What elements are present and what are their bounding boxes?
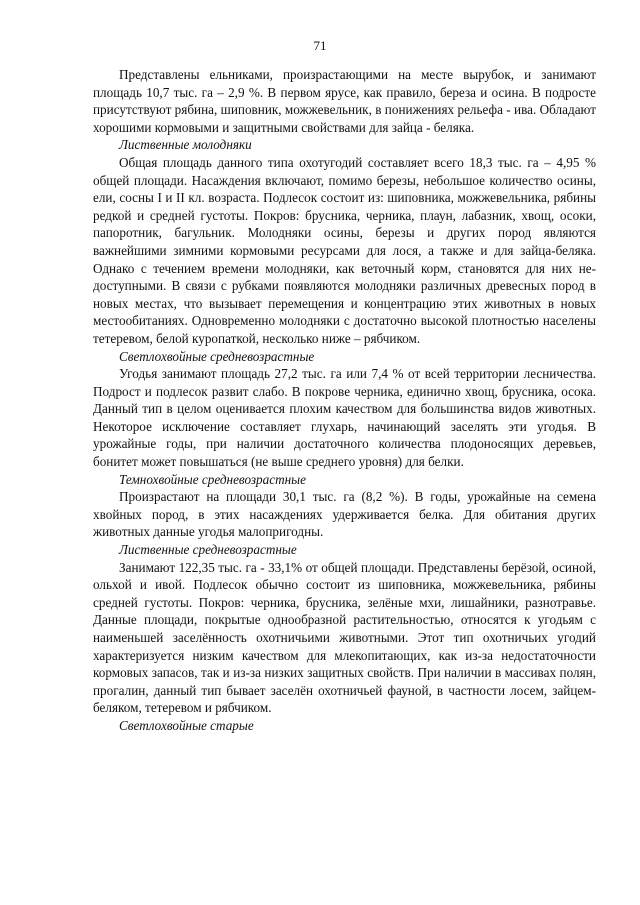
page-body [93, 66, 596, 735]
page-number: 71 [313, 38, 327, 53]
section-heading: Лиственные молодняки [119, 137, 252, 153]
paragraph: Произрастают на площади 30,1 тыс. га (8,2 %). В годы, урожайные на семена хвойных пород, в этих насаждениях удерживается белка. Для обитания других животных данные угодья малопригодны. [93, 489, 596, 540]
paragraph: Угодья занимают площадь 27,2 тыс. га или 7,4 % от всей территории лесничества. Подрост и подлесок развит слабо. В покрове черника, единично хвощ, брусника, осока. Данный тип в целом оценивается плохим качеством для большинства видов животных. Некоторое исключение составляет глухарь, начинающий заселять эти угодья. В урожайные годы, при наличии достаточного количества плодоносящих деревьев, бонитет может повышаться (не выше среднего уровня) для белки. [93, 366, 596, 470]
section-heading: Светлохвойные средневозрастные [119, 348, 315, 364]
paragraph: Общая площадь данного типа охотугодий составляет всего 18,3 тыс. га – 4,95 % общей площади. Насаждения включают, помимо березы, небольшое количество осины, ели, сосны I и II кл. возраста. Подлесок состоит из: шиповника, можжевельника, рябины редкой и средней густоты. Покров: брусника, черника, плаун, лабазник, хвощ, осоки, папоротник, багульник. Молодняки осины, березы и других пород являются важнейшими зимними кормовыми ресурсами для лося, а также и для зайца-беляка. Однако с течением времени молодняки, как веточный корм, становятся для них не-доступными. В связи с рубками появляются молодняки различных древесных пород в новых местах, что вызывает перемещения и концентрацию этих животных в новых местообитаниях. Одновременно молодняки с достаточно высокой плотностью населены тетеревом, белой куропаткой, несколько ниже – рябчиком. [93, 154, 596, 346]
section-heading: Светлохвойные старые [119, 717, 254, 733]
paragraph: Представлены ельниками, произрастающими на месте вырубок, и занимают площадь 10,7 тыс. га – 2,9 %. В первом ярусе, как правило, береза и осина. В подросте присутствуют рябина, шиповник, можжевельник, в понижениях рельефа - ива. Обладают хорошими кормовыми и защитными свойствами для зайца - беляка. [93, 67, 596, 135]
paragraph: Занимают 122,35 тыс. га - 33,1% от общей площади. Представлены берёзой, осиной, ольхой и ивой. Подлесок обычно состоит из шиповника, можжевельника, рябины средней густоты. Покров: черника, брусника, зелёные мхи, лишайники, разнотравье. Данные площади, покрытые однообразной растительностью, относятся к угодьям с наименьшей заселённость охотничьими животными. Этот тип охотничьих угодий характеризуется низким качеством для млекопитающих, как из-за недостаточности кормовых запасов, так и из-за низких защитных свойств. При наличии в массивах полян, прогалин, данный тип бывает заселён охотничьей фауной, в частности лосем, зайцем-беляком, тетеревом и рябчиком. [93, 559, 596, 716]
section-heading: Лиственные средневозрастные [119, 542, 297, 558]
section-heading: Темнохвойные средневозрастные [119, 471, 306, 487]
